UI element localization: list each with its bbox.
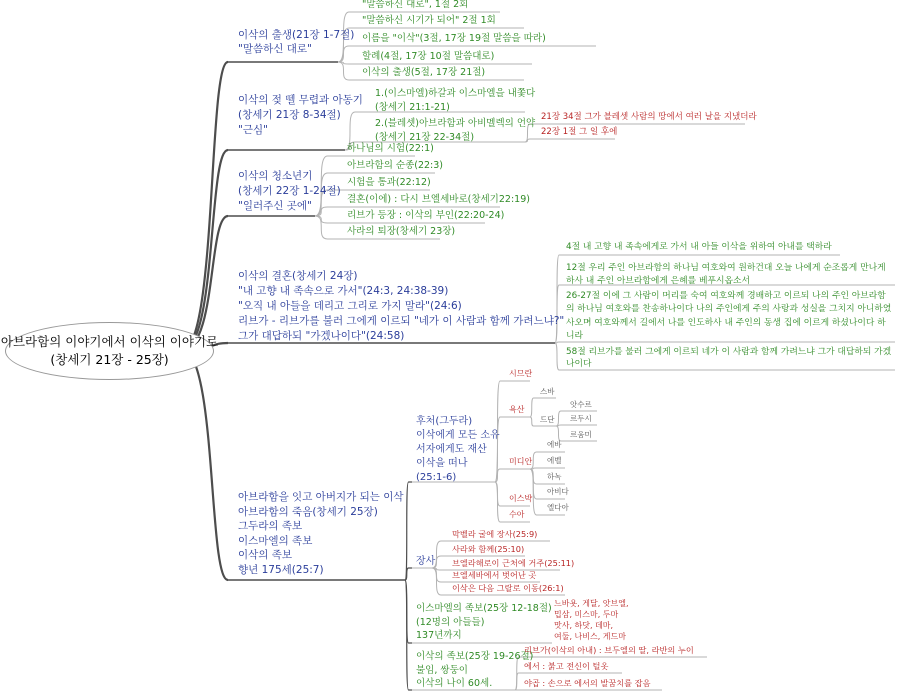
branch-item: 니라 <box>566 330 583 341</box>
leaf-item: 엘다아 <box>547 503 569 512</box>
branch-title-line: 이삭의 출생(21장 1-7절) <box>238 29 355 41</box>
branch-title-line: (12명의 아들들) <box>416 616 485 628</box>
sub-item: 브엘라해로이 근처에 거주(25:11) <box>452 558 575 568</box>
branch-title-line: "오직 내 아들을 데리고 그리로 가지 말라"(24:6) <box>238 300 462 312</box>
branch-item: 26-27절 이에 그 사람이 머리를 숙여 여호와께 경배하고 이르되 나의 주인 아브라함 <box>566 291 886 301</box>
leaf-item: 맛사, 하닷, 데마, <box>554 621 614 630</box>
branch-connector <box>495 482 505 522</box>
root-title: 아브라함의 이야기에서 이삭의 이야기로 <box>0 334 219 349</box>
branch-item: 나이다 <box>566 359 592 369</box>
branch-title-line: 불임, 쌍둥이 <box>416 664 468 676</box>
branch-title-line: 향년 175세(25:7) <box>238 564 324 576</box>
branch-item: 사오며 여호와께서 길에서 나를 인도하사 내 주인의 동생 집에 이르게 하셨나이다 하 <box>566 317 886 328</box>
branch-title-line: "내 고향 내 족속으로 가서"(24:3, 24:38-39) <box>238 285 449 297</box>
branch-connector <box>405 482 412 580</box>
branch-title-line: 그가 대답하되 "가겠나이다"(24:58) <box>238 330 405 342</box>
branch-item: 결혼(이에) : 다시 브엘세바로(창세기22:19) <box>347 194 530 205</box>
leaf-item: 앗수르 <box>570 400 592 409</box>
branch-title-line: (창세기 21장 8-34절) <box>238 109 341 121</box>
sub-item: 리브가(이삭의 아내) : 브두엘의 딸, 라반의 누이 <box>524 645 694 655</box>
branch-title-line: 이삭의 족보(25장 19-26절) <box>416 651 534 662</box>
main-branch-line <box>182 350 228 580</box>
branch-connector <box>405 580 412 690</box>
main-branch-line <box>182 150 228 350</box>
branch-item: 58절 리브가를 불러 그에게 이르되 네가 이 사람과 함께 가려느냐 그가 대답하되 가겠 <box>566 347 892 357</box>
branch-title-line: 이삭을 떠나 <box>416 458 468 469</box>
branch-title-line: 이삭의 족보 <box>238 549 293 561</box>
branch-item: 리브가 등장 : 이삭의 부인(22:20-24) <box>347 210 505 221</box>
leaf-item: 스바 <box>540 387 555 396</box>
branch-title-line: 이스마엘의 족보(25장 12-18절) <box>416 603 552 614</box>
main-branch-line <box>182 62 228 350</box>
branch-title-line: 후처(그두라) <box>416 416 473 427</box>
leaf-item: 여둘, 나비스, 게드마 <box>554 632 626 641</box>
sub-item: 욕산 <box>509 405 525 414</box>
branch-title-line: 137년까지 <box>416 630 462 641</box>
sub-item: 브엘세바에서 벗어난 곳 <box>452 570 537 580</box>
branch-connector <box>556 411 566 426</box>
branch-connector <box>515 673 522 690</box>
branch-item: 이름을 "이삭"(3절, 17장 19절 말씀을 따라) <box>362 33 546 44</box>
leaf-item: 에바 <box>547 440 562 449</box>
branch-connector <box>315 216 340 239</box>
branch-title-line: "말씀하신 대로" <box>238 43 312 55</box>
branch-connector <box>555 342 563 343</box>
branch-item: 사라의 퇴장(창세기 23장) <box>347 226 456 237</box>
branch-title-line: 이삭의 젖 뗄 무렵과 아동기 <box>238 94 363 106</box>
branch-item: 하사 내 주인 아브라함에게 은혜를 베푸시옵소서 <box>566 276 750 286</box>
branch-item: 할례(4절, 17장 10절 말씀대로) <box>362 51 495 62</box>
branch-item: "말씀하신 시기가 되어" 2절 1회 <box>362 15 496 26</box>
branch-item: 2.(블레셋)아브라함과 아비멜렉의 언약 <box>375 118 536 129</box>
branch-title-line: "근심" <box>238 124 268 136</box>
sub-item: 수아 <box>509 510 525 519</box>
branch-title-line: 아브라함의 죽음(창세기 25장) <box>238 506 378 518</box>
branch-title-line: 아브라함을 잇고 아버지가 되는 이삭 <box>238 491 404 503</box>
branch-connector <box>555 285 563 343</box>
leaf-item: 하녹 <box>547 472 562 481</box>
branch-item: 4절 내 고향 내 족속에게로 가서 내 아들 이삭을 위하여 아내를 택하라 <box>566 242 832 252</box>
branch-item: 의 하나님 여호와를 찬송하나이다 나의 주인에게 주의 사랑과 성실을 그치지 아니하였 <box>566 304 892 315</box>
branch-item: (창세기 21:1-21) <box>375 102 450 113</box>
branch-item: (창세기 21장 22-34절) <box>375 132 475 143</box>
branch-connector <box>555 343 563 370</box>
branch-connector <box>530 398 537 417</box>
branch-title-line: 서자에게도 재산 <box>416 444 487 455</box>
branch-title-line: (25:1-6) <box>416 472 457 483</box>
sub-item: 22장 1절 그 일 후에 <box>541 127 618 137</box>
branch-item: 1.(이스마엘)하갈과 이스마엘을 내쫓다 <box>375 88 536 99</box>
sub-item: 시므란 <box>509 369 533 378</box>
sub-item: 에서 : 붉고 전신이 털옷 <box>524 661 609 671</box>
branch-connector <box>530 469 543 515</box>
sub-item: 막벨라 굴에 장사(25:9) <box>452 529 538 539</box>
sub-item: 이삭은 다음 그랄로 이동(26:1) <box>452 583 564 593</box>
branch-connector <box>555 255 563 343</box>
branch-connector <box>338 62 360 80</box>
branch-item: 12절 우리 주인 아브라함의 하나님 여호와여 원하건대 오늘 나에게 순조롭게 만나게 <box>566 263 886 273</box>
sub-item: 21장 34절 그가 블레셋 사람의 땅에서 여러 날을 지냈더라 <box>541 112 757 122</box>
branch-connector <box>556 426 566 441</box>
branch-title-line: 장사 <box>416 556 436 567</box>
branch-title-line: 그두라의 족보 <box>238 520 303 532</box>
sub-item: 야곱 : 손으로 에서의 발꿈치를 잡음 <box>524 678 651 688</box>
root-subtitle: (창세기 21장 - 25장) <box>50 352 169 367</box>
branch-title-line: 이스마엘의 족보 <box>238 535 313 547</box>
sub-item: 사라와 함께(25:10) <box>452 544 525 554</box>
branch-title-line: 이삭에게 모든 소유 <box>416 430 500 441</box>
leaf-item: 아비다 <box>547 487 569 496</box>
branch-title-line: 리브가 - 리브가를 불러 그에게 이르되 "네가 이 사람과 함께 가려느냐?" <box>238 315 565 327</box>
branch-title-line: 이삭의 나이 60세. <box>416 678 493 689</box>
branch-item: 시험을 통과(22:12) <box>347 177 431 188</box>
branch-connector <box>530 417 537 426</box>
branch-title-line: (창세기 22장 1-24절) <box>238 185 341 197</box>
sub-item: 미디안 <box>509 457 533 466</box>
leaf-item: 에벨 <box>547 456 562 465</box>
branch-title-line: 이삭의 결혼(창세기 24장) <box>238 270 358 282</box>
leaf-item: 르두시 <box>570 414 592 423</box>
branch-title-line: 이삭의 청소년기 <box>238 170 313 182</box>
leaf-item: 드단 <box>540 415 555 424</box>
branch-title-line: "일러주신 곳에" <box>238 200 312 212</box>
branch-item: 아브라함의 순종(22:3) <box>347 160 444 171</box>
branch-item: 하나님의 시험(22:1) <box>347 143 434 154</box>
leaf-item: 느바욧, 게달, 앗브엘, <box>554 599 629 608</box>
branch-item: "말씀하신 대로", 1절 2회 <box>362 0 469 10</box>
leaf-item: 르움미 <box>570 430 592 439</box>
leaf-item: 밉삼, 미스마, 두마 <box>554 610 619 619</box>
branch-item: 이삭의 출생(5절, 17장 21절) <box>362 67 486 78</box>
root-node <box>0 322 219 380</box>
sub-item: 이스박 <box>509 494 533 503</box>
